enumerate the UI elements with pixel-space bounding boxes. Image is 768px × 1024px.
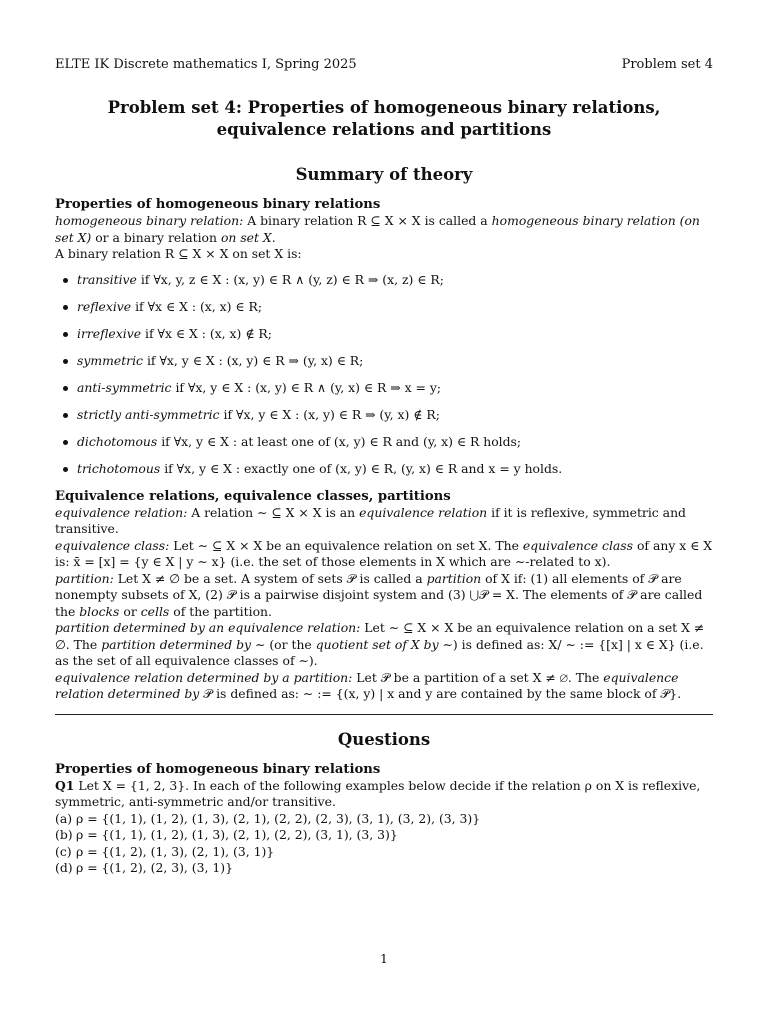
definition-text: of the partition. <box>173 603 272 619</box>
definition-text: of any x ∈ X is: x̄ = [x] = {y ∈ X | y ∼ x} (i.e. the set of those elements in X which are ∼-related to x). <box>55 537 713 569</box>
document-title: Problem set 4: Properties of homogeneous binary relations, equivalence relations and partitions <box>107 98 661 139</box>
definition-text: or <box>123 603 137 619</box>
list-item <box>77 299 713 326</box>
definition-text: of X if: (1) all elements of 𝒫 are nonempty subsets of X, (2) 𝒫 is a pairwise disjoint system and (3) ⋃𝒫 = X. The elements of 𝒫 are called the <box>55 570 703 619</box>
term: partition determined by <box>101 636 252 652</box>
property-name: anti-symmetric <box>77 379 172 395</box>
item-text: ρ = {(1, 1), (1, 2), (1, 3), (2, 1), (2, 2), (2, 3), (3, 1), (3, 2), (3, 3)} <box>76 810 481 826</box>
bullet-icon <box>63 332 68 337</box>
definition-text: Let X ≠ ∅ be a set. A system of sets 𝒫 is called a <box>117 570 423 586</box>
definition-text: A binary relation R ⊆ X × X is called a <box>247 213 488 228</box>
term: partition: <box>55 570 114 586</box>
properties-list <box>55 272 713 488</box>
header-course: ELTE IK Discrete mathematics I, Spring 2025 <box>55 57 357 72</box>
theory-heading: Summary of theory <box>295 165 473 184</box>
page <box>55 56 713 877</box>
property-condition: if ∀x, y, z ∈ X : (x, y) ∈ R ∧ (y, z) ∈ R ⇒ (x, z) ∈ R; <box>140 271 444 287</box>
bullet-icon <box>63 278 68 283</box>
question-label: Q1 <box>55 777 75 793</box>
bullet-icon <box>63 386 68 391</box>
definition-text: 𝒫 is defined as: ∼ := {(x, y) | x and y are contained by the same block of 𝒫}. <box>203 686 682 701</box>
question-text: Let X = {1, 2, 3}. In each of the following examples below decide if the relation ρ on X is reflexive, symmetric, anti-symmetric and/or transitive. <box>55 777 701 809</box>
definition-text: if it is reflexive, symmetric and transitive. <box>55 504 686 536</box>
property-condition: if ∀x, y ∈ X : exactly one of (x, y) ∈ R, (y, x) ∈ R and x = y holds. <box>164 460 563 476</box>
question-q1-items <box>55 811 713 877</box>
list-item <box>55 860 713 877</box>
homogeneous-definition <box>55 213 713 246</box>
equivalence-heading: Equivalence relations, equivalence classes, partitions <box>55 488 451 504</box>
term: equivalence relation: <box>55 504 188 520</box>
term: homogeneous binary relation (on set X) <box>55 213 700 245</box>
list-item <box>77 326 713 353</box>
term: on set X <box>220 229 272 245</box>
questions-heading: Questions <box>337 729 431 749</box>
item-marker: (d) <box>55 860 73 875</box>
definition-text: ∼) is defined as: X/ ∼ := {[x] | x ∈ X} (i.e. as the set of all equivalence classes of ∼). <box>55 636 704 668</box>
property-condition: if ∀x ∈ X : (x, x) ∈ R; <box>135 298 263 314</box>
equivalence-class-definition <box>55 538 713 571</box>
item-text: ρ = {(1, 2), (1, 3), (2, 1), (3, 1)} <box>76 843 275 859</box>
bullet-icon <box>63 440 68 445</box>
definition-text: or a binary relation <box>95 229 217 245</box>
term: equivalence class <box>522 537 634 553</box>
list-item <box>77 353 713 380</box>
definition-text: ∼ (or the <box>255 636 312 652</box>
list-item <box>77 272 713 299</box>
property-name: strictly anti-symmetric <box>77 406 220 422</box>
definition-text: . <box>271 229 276 245</box>
running-head <box>55 56 713 74</box>
header-problem-set: Problem set 4 <box>621 57 713 72</box>
property-name: symmetric <box>77 352 143 368</box>
term: equivalence class: <box>55 537 170 553</box>
definition-text: Let 𝒫 be a partition of a set X ≠ ∅. The <box>356 669 600 685</box>
list-item <box>77 461 713 488</box>
item-text: ρ = {(1, 2), (2, 3), (3, 1)} <box>76 860 234 875</box>
list-item <box>55 811 713 828</box>
term: homogeneous binary relation: <box>55 213 244 228</box>
partition-determined-definition <box>55 620 713 670</box>
equivalence-relation-definition <box>55 505 713 538</box>
list-item <box>77 407 713 434</box>
definition-text: A relation ∼ ⊆ X × X is an <box>191 504 356 520</box>
item-marker: (b) <box>55 827 73 842</box>
partition-definition <box>55 571 713 621</box>
list-item <box>77 434 713 461</box>
question-q1 <box>55 778 713 811</box>
definition-text: Let ∼ ⊆ X × X be an equivalence relation on set X. The <box>173 537 519 553</box>
property-condition: if ∀x, y ∈ X : at least one of (x, y) ∈ R and (y, x) ∈ R holds; <box>161 433 522 449</box>
property-name: dichotomous <box>77 433 158 449</box>
term: partition determined by an equivalence relation: <box>55 620 361 635</box>
property-condition: if ∀x, y ∈ X : (x, y) ∈ R ∧ (y, x) ∈ R ⇒ x = y; <box>175 379 442 395</box>
list-item <box>55 827 713 844</box>
property-condition: if ∀x ∈ X : (x, x) ∉ R; <box>144 325 272 341</box>
bullet-icon <box>63 413 68 418</box>
list-item <box>77 380 713 407</box>
equivalence-determined-definition <box>55 670 713 703</box>
properties-heading: Properties of homogeneous binary relations <box>55 197 381 212</box>
term: blocks <box>79 603 120 619</box>
bullet-icon <box>63 305 68 310</box>
term: equivalence relation <box>359 504 488 520</box>
item-text: ρ = {(1, 1), (1, 2), (1, 3), (2, 1), (2, 2), (3, 1), (3, 3)} <box>76 827 398 842</box>
term: equivalence relation determined by a partition: <box>55 669 353 685</box>
term: equivalence relation determined by <box>55 669 679 701</box>
definition-text: Let ∼ ⊆ X × X be an equivalence relation on a set X ≠ ∅. The <box>55 620 705 652</box>
property-name: transitive <box>77 271 137 287</box>
page-number: 1 <box>380 951 388 966</box>
property-condition: if ∀x, y ∈ X : (x, y) ∈ R ⇒ (y, x) ∈ R; <box>146 352 364 368</box>
item-marker: (a) <box>55 810 73 826</box>
property-condition: if ∀x, y ∈ X : (x, y) ∈ R ⇒ (y, x) ∉ R; <box>223 406 440 422</box>
item-marker: (c) <box>55 843 72 859</box>
property-name: reflexive <box>77 298 132 314</box>
properties-intro: A binary relation R ⊆ X × X on set X is: <box>55 246 302 261</box>
bullet-icon <box>63 467 68 472</box>
list-item <box>55 844 713 861</box>
property-name: irreflexive <box>77 325 142 341</box>
term: cells <box>140 603 170 619</box>
section-divider <box>55 714 713 715</box>
bullet-icon <box>63 359 68 364</box>
questions-subheading: Properties of homogeneous binary relations <box>55 761 381 777</box>
term: partition <box>426 570 482 586</box>
term: quotient set of X by <box>315 636 439 652</box>
property-name: trichotomous <box>77 460 161 476</box>
